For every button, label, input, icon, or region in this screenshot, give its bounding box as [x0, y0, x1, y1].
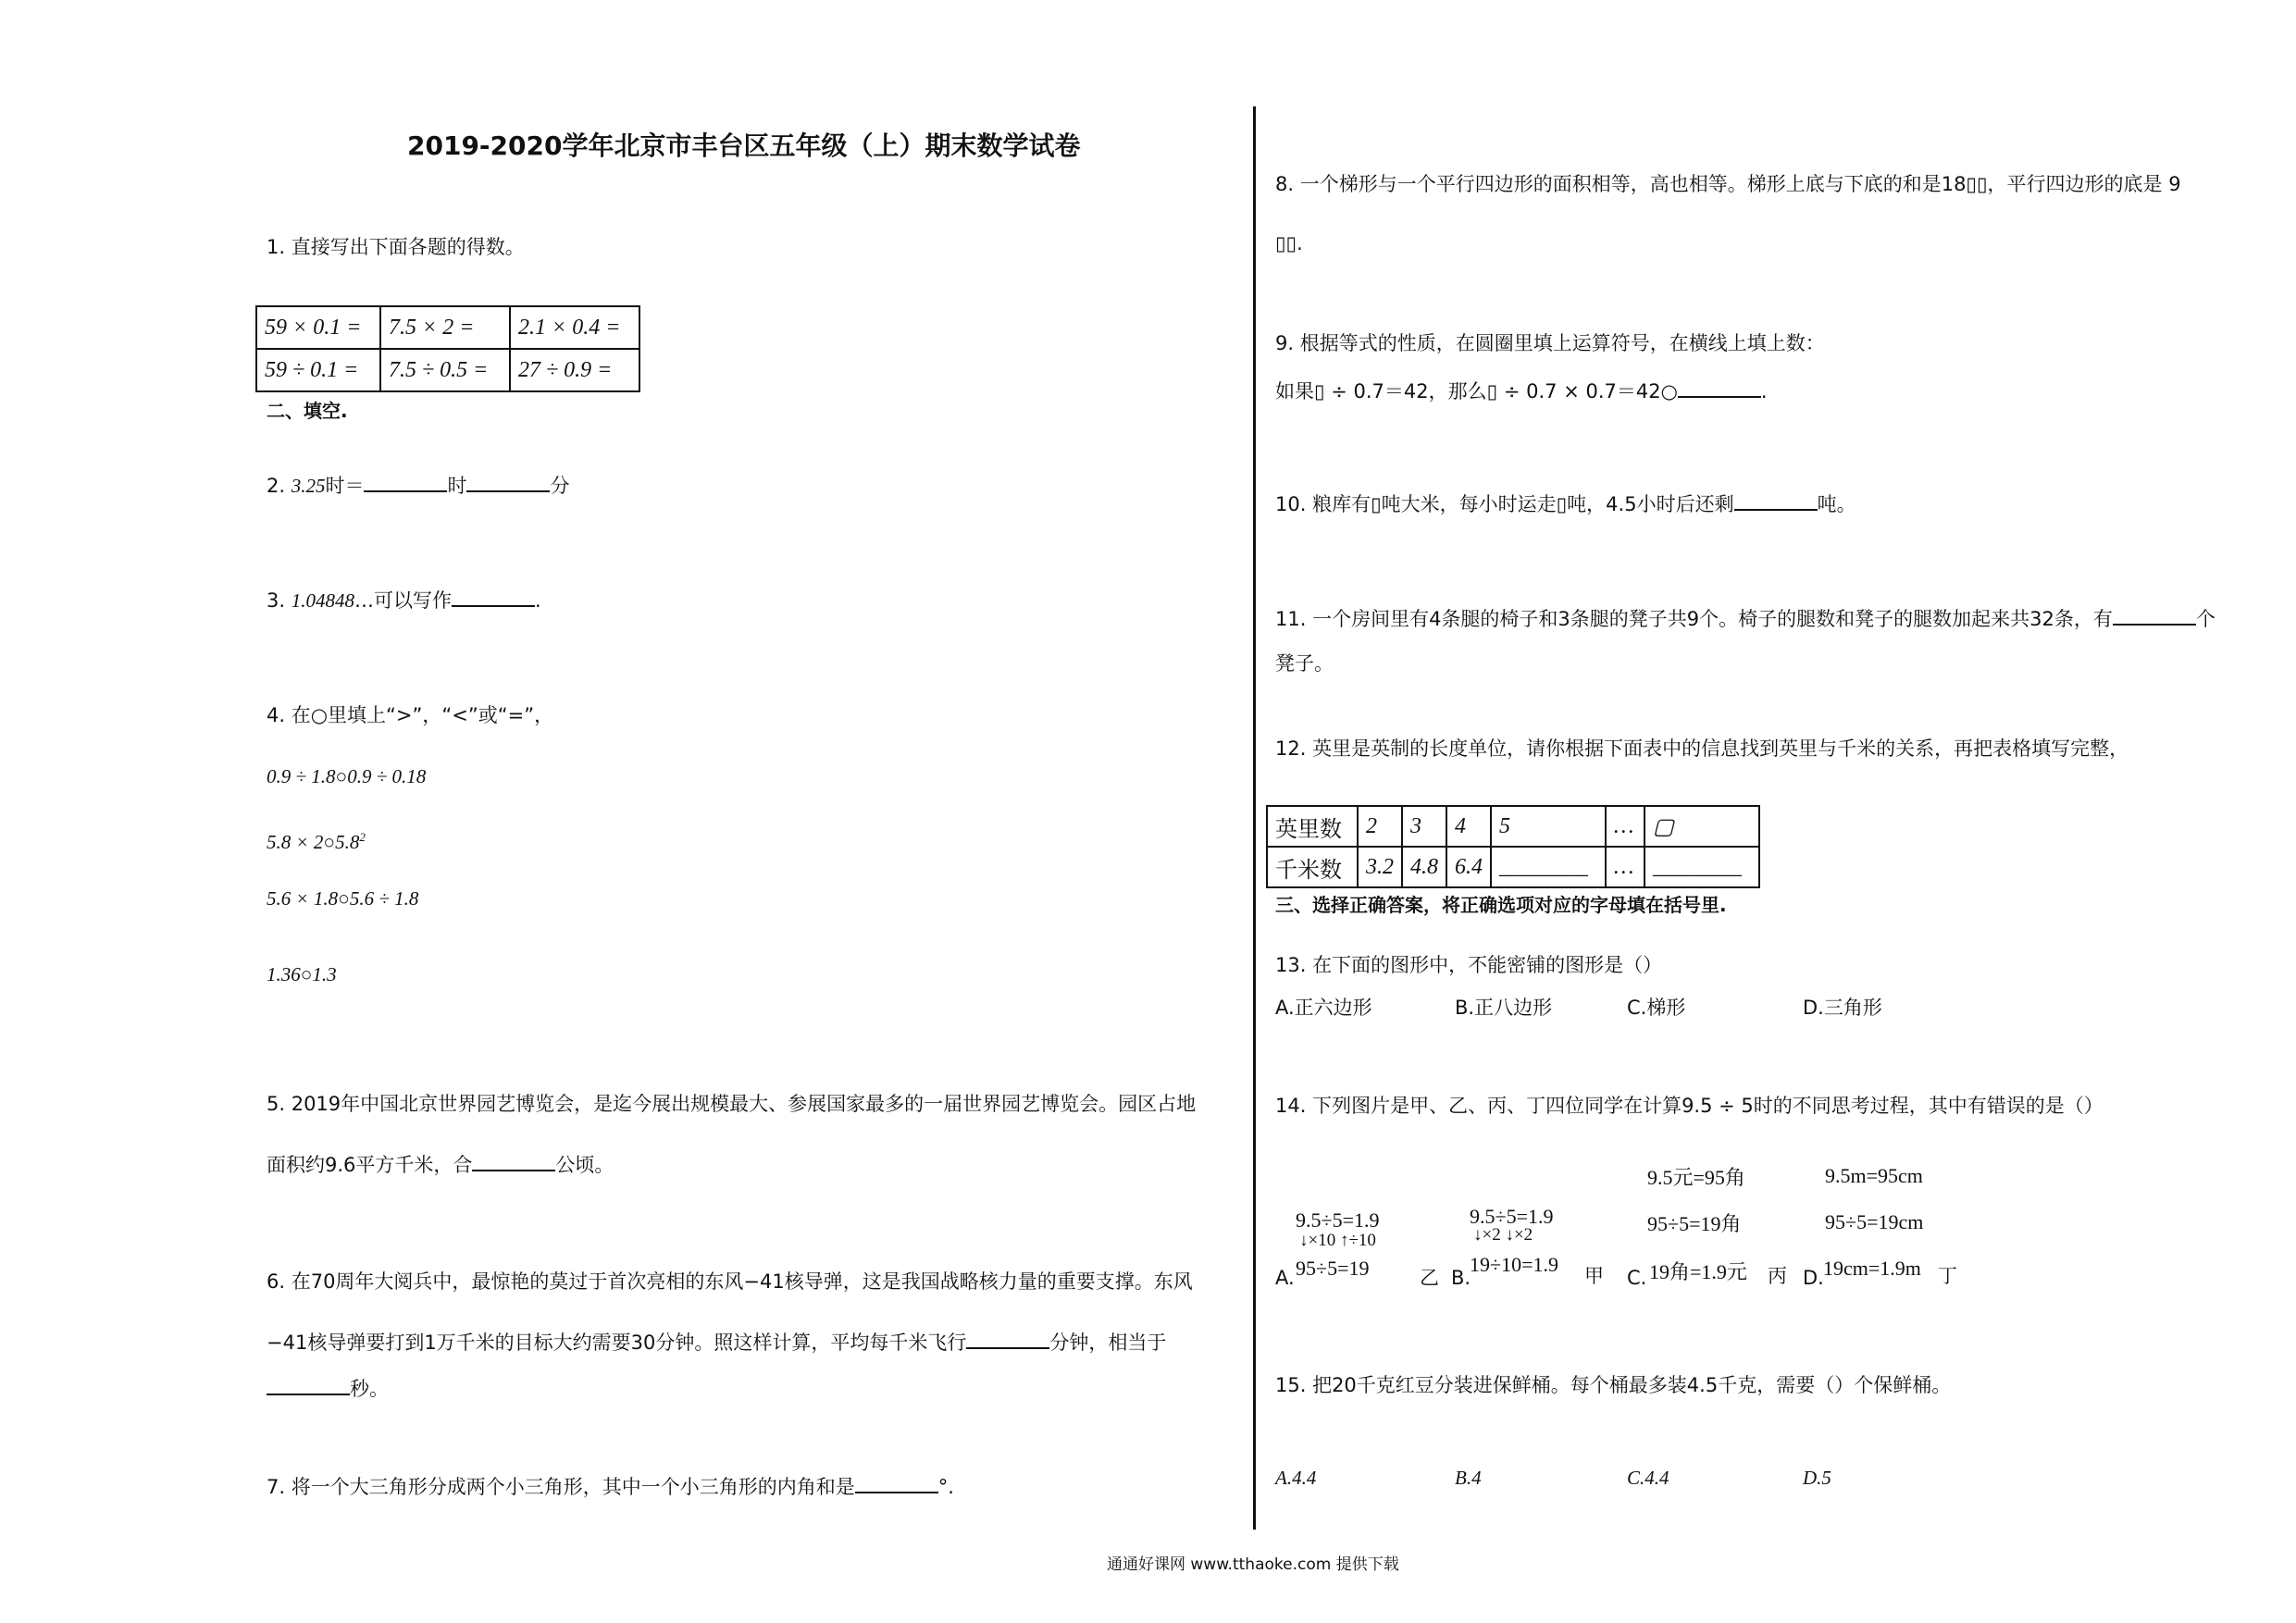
q13-option-d[interactable]: D.三角形: [1803, 997, 1882, 1019]
q13-option-b[interactable]: B.正八边形: [1455, 997, 1553, 1019]
section-3-heading: 三、选择正确答案，将正确选项对应的字母填在括号里.: [1275, 894, 1727, 916]
q2-number: 3.25: [291, 475, 326, 497]
table-cell: 59 ÷ 0.1 =: [256, 349, 380, 391]
q3-blank[interactable]: [452, 588, 535, 607]
section-2-heading: 二、填空.: [267, 400, 348, 422]
q15-option-b-text: B.4: [1455, 1467, 1482, 1489]
q14-option-a[interactable]: A.: [1275, 1267, 1295, 1289]
table-cell: 6.4: [1446, 847, 1491, 887]
q2-unit-hours: 时: [447, 475, 467, 497]
question-12: 12. 英里是英制的长度单位，请你根据下面表中的信息找到英里与千米的关系，再把表格填写完整，: [1275, 737, 2129, 760]
q14-fig-a-top: 9.5÷5=1.9: [1296, 1208, 1380, 1232]
q1-table: [255, 305, 640, 392]
q7-unit: °.: [937, 1476, 954, 1498]
q2-unit-minutes: 分: [550, 475, 570, 497]
q14-fig-c-bottom: 19角=1.9元: [1649, 1260, 1747, 1283]
q10-unit: 吨。: [1817, 493, 1856, 515]
question-6-line-3: [267, 1375, 389, 1403]
q6-blank-minutes[interactable]: [966, 1331, 1049, 1349]
question-5-line-1: 5. 2019年中国北京世界园艺博览会，是迄今展出规模最大、参展国家最多的一届世界园艺博览会。园区占地: [267, 1093, 1197, 1115]
q2-blank-minutes[interactable]: [466, 474, 550, 492]
q3-end: .: [534, 589, 541, 612]
q2-text: 时＝: [325, 475, 365, 497]
page-title: 2019-2020学年北京市丰台区五年级（上）期末数学试卷: [407, 130, 1081, 161]
table-cell: 5: [1491, 806, 1606, 847]
q13-option-c[interactable]: C.梯形: [1627, 997, 1686, 1019]
q15-option-a[interactable]: [1275, 1464, 1316, 1492]
q7-text: 7. 将一个大三角形分成两个小三角形，其中一个小三角形的内角和是: [267, 1476, 855, 1498]
q3-prefix: 3.: [267, 589, 292, 612]
question-8-line-2: ▯▯.: [1275, 232, 1303, 254]
table-cell: 2: [1358, 806, 1402, 847]
table-cell[interactable]: ________: [1644, 847, 1759, 887]
q13-option-a[interactable]: A.正六边形: [1275, 997, 1372, 1019]
table-cell: ▢: [1644, 806, 1759, 847]
q4-item-1: 0.9 ÷ 1.8○0.9 ÷ 0.18: [267, 765, 427, 787]
q4-item-2: [267, 824, 366, 856]
table-cell: …: [1606, 847, 1644, 887]
q11-unit: 个: [2195, 608, 2215, 630]
table-cell: 2.1 × 0.4 =: [510, 306, 639, 349]
question-9-line-1: 9. 根据等式的性质，在圆圈里填上运算符号，在横线上填上数：: [1275, 332, 1825, 354]
question-9-line-2: [1275, 378, 1768, 405]
q2-prefix: 2.: [267, 475, 292, 497]
table-cell[interactable]: ________: [1491, 847, 1606, 887]
question-1: 1. 直接写出下面各题的得数。: [267, 236, 525, 258]
q14-fig-c-mid: 95÷5=19角: [1647, 1212, 1742, 1235]
question-11-line-1: [1275, 605, 2215, 633]
question-4: 4. 在○里填上“>”，“<”或“=”，: [267, 704, 554, 726]
q15-option-d-text: D.5: [1803, 1467, 1831, 1489]
question-2: [267, 472, 569, 500]
q9-end: .: [1760, 380, 1768, 403]
q15-option-a-text: A.4.4: [1275, 1467, 1317, 1489]
question-6-line-1: 6. 在70周年大阅兵中，最惊艳的莫过于首次亮相的东风−41核导弹，这是我国战略核力量的重要支撑。东风: [267, 1270, 1193, 1293]
q4-item-3: 5.6 × 1.8○5.6 ÷ 1.8: [267, 887, 419, 910]
table-row: [256, 349, 639, 391]
q9-text: 如果▯ ÷ 0.7＝42，那么▯ ÷ 0.7 × 0.7＝42○: [1275, 380, 1678, 403]
q2-blank-hours[interactable]: [364, 474, 447, 492]
table-row: [1267, 806, 1759, 847]
table-cell: 27 ÷ 0.9 =: [510, 349, 639, 391]
q14-fig-b-top: 9.5÷5=1.9: [1470, 1205, 1554, 1228]
q14-option-d[interactable]: D.: [1803, 1267, 1824, 1289]
question-13: 13. 在下面的图形中，不能密铺的图形是（）: [1275, 954, 1663, 976]
question-11-line-2: 凳子。: [1275, 652, 1334, 675]
q12-table: [1266, 805, 1760, 888]
q11-text: 11. 一个房间里有4条腿的椅子和3条腿的凳子共9个。椅子的腿数和凳子的腿数加起来共32条，有: [1275, 608, 2113, 630]
q7-blank[interactable]: [855, 1475, 938, 1493]
q14-option-b[interactable]: B.: [1451, 1267, 1471, 1289]
q14-fig-d-mid: 95÷5=19cm: [1825, 1210, 1924, 1233]
question-3: [267, 587, 541, 614]
table-cell: 英里数: [1267, 806, 1358, 847]
table-cell: 千米数: [1267, 847, 1358, 887]
q14-name-c: 丙: [1768, 1265, 1787, 1287]
q14-fig-c-top: 9.5元=95角: [1647, 1166, 1745, 1189]
q14-name-d: 丁: [1938, 1265, 1957, 1287]
table-cell: 7.5 × 2 =: [380, 306, 510, 349]
q14-fig-d-top: 9.5m=95cm: [1825, 1164, 1923, 1187]
table-cell: 3: [1402, 806, 1446, 847]
q6-unit-seconds: 秒。: [350, 1378, 389, 1400]
table-cell: …: [1606, 806, 1644, 847]
table-cell: 7.5 ÷ 0.5 =: [380, 349, 510, 391]
q5-text: 面积约9.6平方千米，合: [267, 1154, 473, 1176]
q14-option-c[interactable]: C.: [1627, 1267, 1647, 1289]
question-10: [1275, 490, 1856, 518]
q6-blank-seconds[interactable]: [267, 1377, 350, 1395]
q15-option-b[interactable]: [1455, 1464, 1482, 1492]
question-5-line-2: [267, 1151, 614, 1179]
question-6-line-2: [267, 1329, 1166, 1357]
table-cell: 4: [1446, 806, 1491, 847]
q6-text: −41核导弹要打到1万千米的目标大约需要30分钟。照这样计算，平均每千米飞行: [267, 1332, 967, 1354]
table-row: [1267, 847, 1759, 887]
q14-name-a: 乙: [1420, 1267, 1439, 1289]
table-cell: 59 × 0.1 =: [256, 306, 380, 349]
q6-text-2: 分钟，相当于: [1049, 1332, 1167, 1354]
q14-fig-b-arrows: ↓×2 ↓×2: [1473, 1225, 1533, 1245]
q5-blank[interactable]: [472, 1153, 555, 1171]
q14-name-b: 甲: [1584, 1265, 1604, 1287]
q10-text: 10. 粮库有▯吨大米，每小时运走▯吨，4.5小时后还剩: [1275, 493, 1734, 515]
question-15: 15. 把20千克红豆分装进保鲜桶。每个桶最多装4.5千克，需要（）个保鲜桶。: [1275, 1374, 1952, 1396]
table-row: [256, 306, 639, 349]
q14-fig-a-arrows: ↓×10 ↑÷10: [1299, 1231, 1376, 1250]
q3-text: …可以写作: [354, 589, 452, 612]
q15-option-c[interactable]: [1627, 1464, 1669, 1492]
q11-blank[interactable]: [2113, 607, 2196, 626]
q9-blank[interactable]: [1678, 379, 1761, 398]
table-cell: 4.8: [1402, 847, 1446, 887]
table-cell: 3.2: [1358, 847, 1402, 887]
q4-exponent: 2: [359, 830, 366, 844]
question-8-line-1: 8. 一个梯形与一个平行四边形的面积相等，高也相等。梯形上底与下底的和是18▯▯，平行四边形的底是 9: [1275, 173, 2181, 195]
q15-option-c-text: C.4.4: [1627, 1467, 1669, 1489]
q3-number: 1.04848: [291, 589, 354, 612]
q14-fig-d-bottom: 19cm=1.9m: [1823, 1257, 1921, 1280]
question-7: [267, 1473, 954, 1501]
question-14: 14. 下列图片是甲、乙、丙、丁四位同学在计算9.5 ÷ 5时的不同思考过程，其中有错误的是（）: [1275, 1095, 2104, 1117]
footer-credit: 通通好课网 www.tthaoke.com 提供下载: [1107, 1555, 1399, 1574]
q14-fig-b-bottom: 19÷10=1.9: [1470, 1253, 1558, 1276]
q15-option-d[interactable]: [1803, 1464, 1831, 1492]
q4-item-2-text: 5.8 × 2○5.8: [267, 831, 360, 853]
q4-item-4: 1.36○1.3: [267, 963, 337, 985]
q14-fig-a-bottom: 95÷5=19: [1296, 1257, 1370, 1280]
column-divider: [1253, 106, 1256, 1530]
q5-unit: 公顷。: [555, 1154, 614, 1176]
q10-blank[interactable]: [1734, 492, 1818, 511]
